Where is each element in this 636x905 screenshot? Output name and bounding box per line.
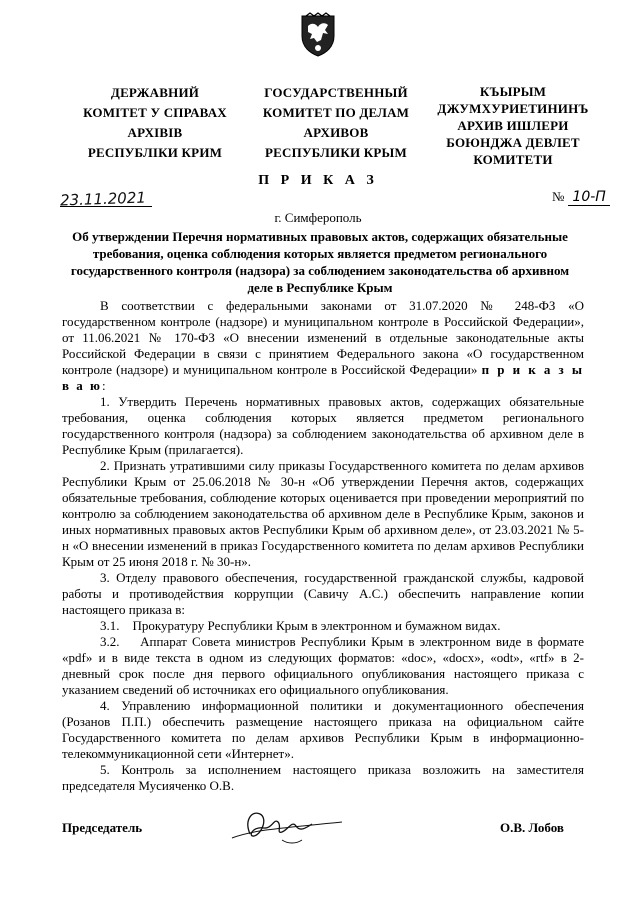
- document-body: [62, 298, 584, 794]
- header-line: РЕСПУБЛІКИ КРИМ: [87, 145, 223, 160]
- number-label: №: [552, 189, 565, 204]
- header-line: ГОСУДАРСТВЕННЫЙ: [264, 85, 408, 100]
- signatory-name: О.В. Лобов: [500, 820, 564, 835]
- coat-of-arms-icon: [298, 12, 338, 58]
- header-line: КОМИТЕТ ПО ДЕЛАМ: [262, 105, 410, 120]
- header-right-crimean-tatar: [418, 83, 608, 168]
- header-line: АРХИВОВ: [303, 125, 369, 140]
- paragraph-3-1: 3.1. Прокуратуру Республики Крым в электронном и бумажном видах.: [100, 618, 501, 633]
- header-line: РЕСПУБЛИКИ КРЫМ: [265, 145, 407, 160]
- paragraph-3-2: 3.2. Аппарат Совета министров Республики Крым в электронном виде в формате «pdf» и в виде текста в одном из следующих форматов: «doc», «docx», «odt», «rtf» в 2-дневный срок после дня первого официального опубликования настоящего приказа с указанием сведений об источниках его официального опубликования.: [62, 634, 584, 697]
- header-line: ДЖУМХУРИЕТИНИНЪ: [437, 101, 589, 116]
- paragraph-5: 5. Контроль за исполнением настоящего приказа возложить на заместителя председателя Мусияченко О.В.: [62, 762, 584, 793]
- header-line: КОМІТЕТ У СПРАВАХ: [83, 105, 227, 120]
- document-title: П Р И К А З: [258, 173, 378, 188]
- preamble-text: В соответствии с федеральными законами от 31.07.2020 № 248-ФЗ «О государственном контроле (надзоре) и муниципальном контроле в Российской Федерации», от 11.06.2021 № 170-ФЗ «О внесении изменений в отдельные законодательные акты Российской Федерации в связи с принятием Федерального закона «О государственном контроле (надзоре) и муниципальном контроле в Российской Федерации»: [62, 298, 584, 377]
- order-date: 23.11.2021: [59, 188, 147, 210]
- handwritten-signature: [222, 800, 352, 850]
- header-line: АРХИВ ИШЛЕРИ: [457, 118, 569, 133]
- header-center-russian: [241, 83, 431, 163]
- preamble-paragraph: [62, 298, 584, 394]
- header-line: ДЕРЖАВНИЙ: [110, 85, 200, 100]
- colon: :: [101, 378, 106, 393]
- header-line: КЪЫРЫМ: [479, 84, 547, 99]
- header-line: БОЮНДЖА ДЕВЛЕТ: [446, 135, 580, 150]
- signatory-position: Председатель: [62, 820, 143, 835]
- header-left-ukrainian: [60, 83, 250, 163]
- paragraph-3: 3. Отделу правового обеспечения, государственной гражданской службы, кадровой работы и противодействия коррупции (Савичу А.С.) обеспечить направление копии настоящего приказа в:: [62, 570, 584, 617]
- number-value: 10-П: [568, 189, 609, 206]
- header-line: КОМИТЕТИ: [473, 152, 553, 167]
- order-verb: п р и к а з ы в а ю: [62, 362, 585, 393]
- paragraph-1: 1. Утвердить Перечень нормативных правовых актов, содержащих обязательные требования, оценка соблюдения которых является предметом регионального государственного контроля (надзора) за соблюдением законодательства об архивном деле в Республике Крым (прилагается).: [62, 394, 584, 457]
- city: г. Симферополь: [274, 210, 362, 225]
- paragraph-4: 4. Управлению информационной политики и документационного обеспечения (Розанов П.П.) обеспечить размещение настоящего приказа на официальном сайте Государственного комитета по делам архивов Республики Крым в информационно-телекоммуникационной сети «Интернет».: [62, 698, 584, 761]
- date-underline: [60, 206, 152, 207]
- order-subject: Об утверждении Перечня нормативных правовых актов, содержащих обязательные требования, оценка соблюдения которых является предметом регионального государственного контроля (надзора) за соблюдением законодательства об архивном деле в Республике Крым: [70, 229, 570, 295]
- order-number: [552, 189, 610, 206]
- header-line: АРХІВІВ: [127, 125, 183, 140]
- paragraph-2: 2. Признать утратившими силу приказы Государственного комитета по делам архивов Республики Крым от 25.06.2018 № 30-н «Об утверждении Перечня актов, содержащих обязательные требования, соблюдение которых оценивается при проведении мероприятий по контролю за соблюдением законодательства об архивном деле в Республике Крым, законов и иных нормативных правовых актов Республики Крым об архивном деле», от 23.03.2021 № 5-н «О внесении изменений в приказ Государственного комитета по делам архивов Республики Крым от 25 июня 2018 г. № 30-н».: [62, 458, 584, 569]
